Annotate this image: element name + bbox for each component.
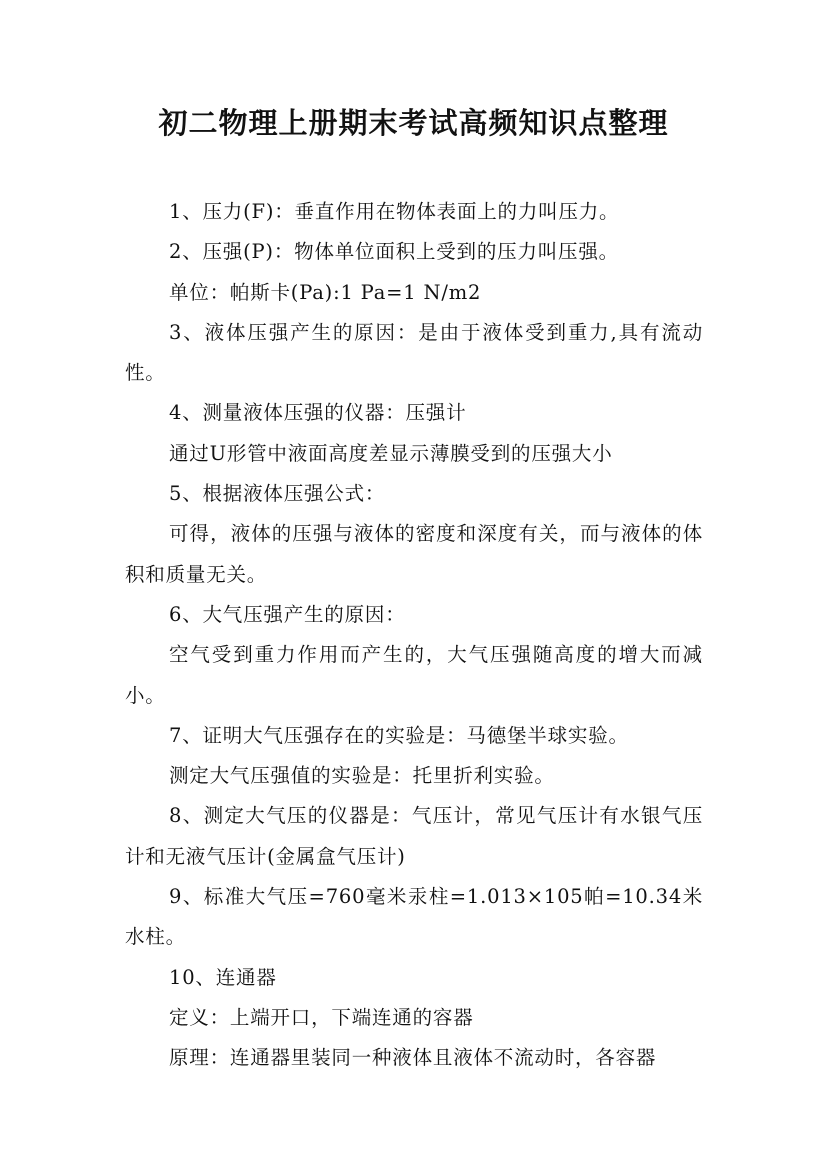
paragraph-pressure-definition: 1、压力(F)：垂直作用在物体表面上的力叫压力。 — [169, 200, 620, 223]
paragraph-u-tube-explanation: 通过U形管中液面高度差显示薄膜受到的压强大小 — [169, 441, 613, 465]
paragraph-pressure-intensity-definition: 2、压强(P)：物体单位面积上受到的压力叫压强。 — [169, 240, 619, 264]
paragraph-connected-vessels-principle: 原理：连通器里装同一种液体且液体不流动时，各容器 — [169, 1046, 657, 1070]
paragraph-liquid-pressure-instrument: 4、测量液体压强的仪器：压强计 — [169, 401, 467, 425]
paragraph-connected-vessels-heading: 10、连通器 — [169, 965, 277, 989]
paragraph-atmospheric-pressure-altitude: 空气受到重力作用而产生的，大气压强随高度的增大而减小。 — [125, 643, 703, 707]
paragraph-pressure-unit: 单位：帕斯卡(Pa):1 Pa=1 N/m2 — [169, 280, 482, 304]
paragraph-connected-vessels-definition: 定义：上端开口，下端连通的容器 — [169, 1005, 474, 1029]
document-body — [125, 192, 703, 1079]
paragraph-liquid-pressure-formula: 5、根据液体压强公式： — [169, 482, 386, 506]
paragraph-atmospheric-pressure-cause: 6、大气压强产生的原因： — [169, 602, 406, 626]
paragraph-magdeburg-experiment: 7、证明大气压强存在的实验是：马德堡半球实验。 — [169, 723, 629, 747]
document-title: 初二物理上册期末考试高频知识点整理 — [158, 106, 669, 140]
paragraph-liquid-pressure-cause: 3、液体压强产生的原因：是由于液体受到重力,具有流动性。 — [125, 320, 703, 385]
paragraph-torricelli-experiment: 测定大气压强值的实验是：托里折利实验。 — [169, 764, 555, 788]
paragraph-liquid-pressure-factors: 可得，液体的压强与液体的密度和深度有关，而与液体的体积和质量无关。 — [125, 522, 703, 586]
paragraph-barometer: 8、测定大气压的仪器是：气压计，常见气压计有水银气压计和无液气压计(金属盒气压计) — [125, 804, 703, 868]
paragraph-standard-atmosphere: 9、标准大气压=760毫米汞柱=1.013×105帕=10.34米水柱。 — [125, 885, 703, 949]
